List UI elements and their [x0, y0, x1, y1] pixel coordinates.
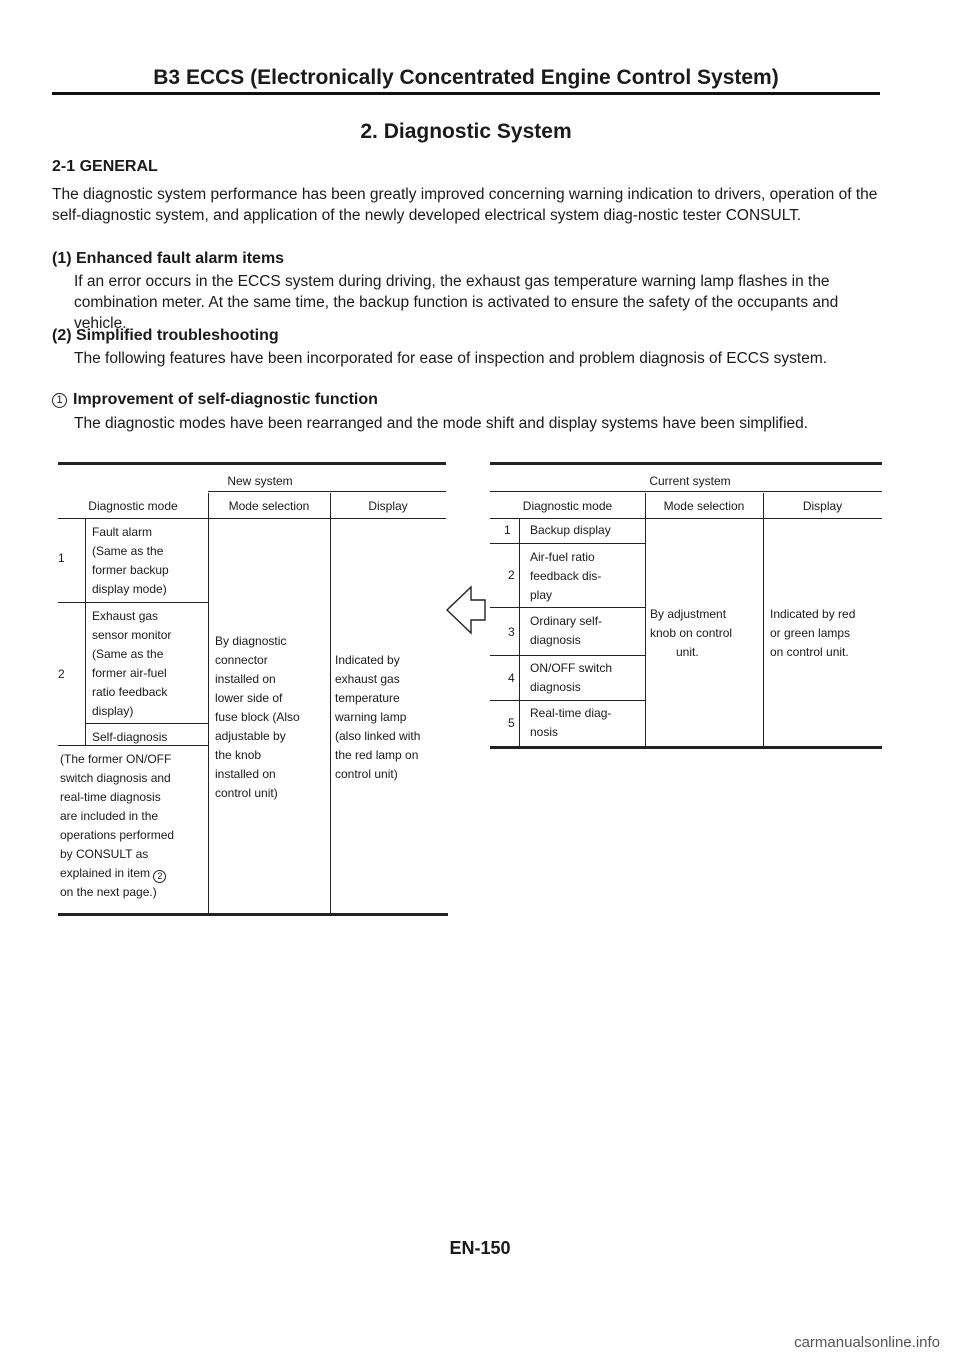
new-row1-number: 1 — [58, 551, 65, 565]
current-table-top-rule — [490, 462, 882, 465]
item2-paragraph: The following features have been incorporated for ease of inspection and problem diagnosis of ECCS system. — [74, 350, 828, 367]
section-title: 2. Diagnostic System — [360, 120, 572, 143]
current-row2-number: 2 — [508, 568, 515, 582]
new-table-top-rule — [58, 462, 446, 465]
circled-number-marker: 1 — [52, 393, 67, 408]
subsection-heading: 2-1 GENERAL — [52, 158, 158, 175]
new-table-caption-rule — [208, 491, 446, 492]
intro-paragraph: The diagnostic system performance has been greatly improved concerning warning indication to drivers, operation of the self-diagnostic system, and application of the newly developed electrical system diag-nostic tester CONSULT. — [52, 186, 878, 224]
new-header-mode-selection: Mode selection — [228, 499, 310, 513]
page-number: EN-150 — [449, 1238, 511, 1258]
new-mode-selection-text: By diagnostic connector installed on lower side of fuse block (Also adjustable by the knob installed on control unit) — [215, 634, 300, 800]
current-mode-selection-text: By adjustment knob on control unit. — [650, 607, 733, 659]
new-row1-mode: Fault alarm (Same as the former backup display mode) — [92, 525, 169, 596]
new-row2-self-diagnosis: Self-diagnosis — [92, 730, 168, 744]
current-row2-mode: Air-fuel ratio feedback dis- play — [530, 550, 602, 602]
item1-paragraph: If an error occurs in the ECCS system during driving, the exhaust gas temperature warning lamp flashes in the combination meter. At the same time, the backup function is activated to ensure the safety of the occupants and vehicle. — [74, 273, 839, 332]
new-table-note: (The former ON/OFF switch diagnosis and real-time diagnosis are included in the operations performed by CONSULT as explained in item 2 on the next page.) — [60, 752, 175, 899]
item1-heading: (1) Enhanced fault alarm items — [52, 250, 285, 267]
subitem1-paragraph: The diagnostic modes have been rearranged and the mode shift and display systems have been simplified. — [74, 415, 809, 432]
current-row4-mode: ON/OFF switch diagnosis — [530, 661, 613, 694]
current-row5-mode: Real-time diag- nosis — [530, 706, 612, 739]
new-header-diagnostic-mode: Diagnostic mode — [88, 499, 178, 513]
current-row5-number: 5 — [508, 716, 515, 730]
current-header-diagnostic-mode: Diagnostic mode — [522, 499, 613, 513]
left-arrow-icon — [445, 583, 487, 637]
new-table-bottom-rule — [58, 913, 448, 916]
new-header-display: Display — [368, 499, 408, 513]
current-table-bottom-rule — [490, 746, 882, 749]
current-header-display: Display — [802, 499, 843, 513]
new-row2-mode: Exhaust gas sensor monitor (Same as the former air-fuel ratio feedback display) — [92, 609, 172, 718]
running-header: B3 ECCS (Electronically Concentrated Engine Control System) — [153, 66, 779, 89]
header-rule — [52, 92, 880, 95]
current-row3-mode: Ordinary self- diagnosis — [530, 614, 603, 647]
current-row1-number: 1 — [504, 523, 511, 537]
subitem1-heading-text: Improvement of self-diagnostic function — [73, 391, 378, 408]
current-display-text: Indicated by red or green lamps on control unit. — [770, 607, 856, 659]
current-header-mode-selection: Mode selection — [663, 499, 745, 513]
current-row3-number: 3 — [508, 625, 515, 639]
current-table-caption: Current system — [649, 474, 731, 488]
subitem1-heading — [52, 391, 378, 409]
watermark: carmanualsonline.info — [794, 1334, 940, 1351]
current-table-header-rule — [490, 518, 882, 519]
new-display-text: Indicated by exhaust gas temperature warning lamp (also linked with the red lamp on control unit) — [335, 653, 421, 781]
new-table-caption: New system — [227, 474, 293, 488]
current-row1-mode: Backup display — [530, 523, 611, 537]
new-row2-number: 2 — [58, 667, 65, 681]
item2-heading: (2) Simplified troubleshooting — [52, 327, 279, 344]
circled-number-marker: 2 — [153, 870, 166, 883]
current-row4-number: 4 — [508, 671, 515, 685]
new-table-header-rule — [58, 518, 446, 519]
current-table-caption-rule — [490, 491, 882, 492]
